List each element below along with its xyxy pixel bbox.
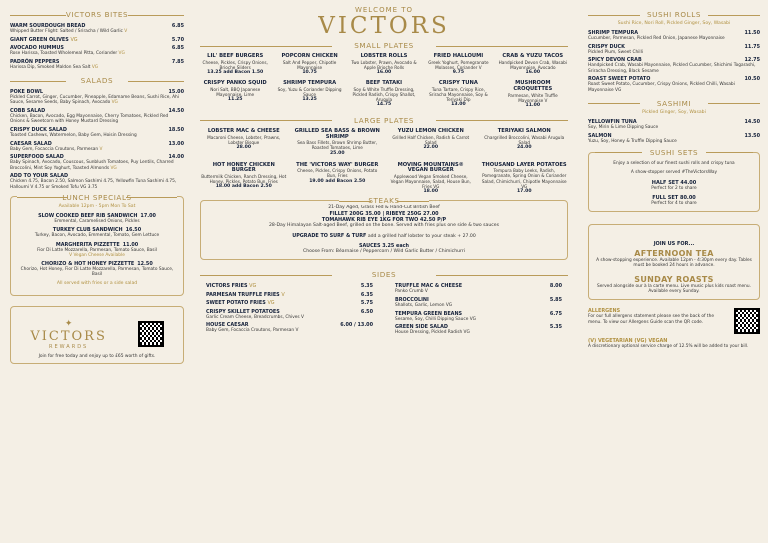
diet-tag: VG: [249, 283, 257, 290]
item-name-text: ROAST SWEET POTATO: [588, 76, 651, 83]
menu-item: [10, 127, 184, 138]
sunday-roasts-desc: Served alongside our à la carte menu. Live music plus kids roast menu. Available every Sunday.: [597, 283, 751, 295]
item-price: 6.00 / 13.00: [340, 322, 373, 329]
item-name-text: SPICY DEVON CRAB: [588, 57, 642, 64]
item-price: 11.75: [744, 43, 760, 50]
plate-name: THE 'VICTORS WAY' BURGER: [296, 161, 379, 168]
plate-name: THOUSAND LAYER POTATOES: [481, 161, 567, 168]
plate-card: [423, 81, 493, 108]
item-name-text: PARMESAN TRUFFLE FRIES: [206, 291, 280, 298]
item-price: 10.50: [744, 76, 760, 83]
menu-item: [588, 44, 760, 55]
item-desc-text: Turkey, Bacon, Avocado, Emmental, Tomato, Gem Lettuce: [34, 233, 160, 239]
menu-item: [17, 242, 177, 259]
plate-desc: Grilled Half Chicken, Radish & Carrot Salad: [392, 134, 470, 145]
steaks-sub: 21-Day Aged, Grass Fed & Hand-Cut British Beef: [328, 205, 440, 211]
plate-card: [349, 54, 419, 75]
plate-card: [498, 54, 568, 75]
item-name-text: TRUFFLE MAC & CHEESE: [395, 283, 463, 290]
plate-name: LOBSTER MAC & CHEESE: [207, 127, 280, 134]
plate-price: 18.00: [423, 189, 439, 195]
plate-desc: Chargrilled Broccolini, Wasabi Arugula Salad: [484, 134, 565, 145]
item-desc-text: Emmental, Caramelised Onions, Pickles: [54, 218, 140, 224]
item-price: 18.50: [168, 127, 184, 134]
item-name: [206, 292, 285, 298]
item-desc: [588, 125, 760, 130]
item-desc: [395, 317, 562, 322]
sushi-sets-box: [588, 147, 760, 212]
plate-desc: Macaroni Cheese, Lobster, Prawns, Lobster Bisque: [207, 134, 281, 145]
lunch-footer: All served with fries or a side salad: [56, 280, 138, 286]
item-price: 14.50: [744, 118, 760, 125]
item-desc-text: Yuzu, Soy, Honey & Truffle Dipping Sauce: [588, 138, 677, 144]
full-set: FULL SET 80.00: [652, 194, 696, 201]
item-price: 11.50: [744, 30, 760, 36]
salads-list: [10, 89, 184, 190]
item-desc-text: Cucumber, Parmesan, Pickled Red Onion, Japanese Mayonnaise: [588, 36, 725, 41]
large-plates-grid: [200, 129, 568, 195]
item-name-text: POKE BOWL: [10, 89, 43, 96]
item-desc-text: Toasted Cashews, Watermelon, Baby Gem, Hoisin Dressing: [10, 133, 137, 139]
item-price: 16.50: [125, 227, 142, 234]
plate-desc: Soy, Yuzu & Coriander Dipping Sauce: [277, 86, 342, 97]
afternoon-tea-desc: A show-stopping experience. Available 12pm - 4:30pm every day. Tables must be booked 24 hours in advance.: [596, 258, 752, 269]
item-desc: [17, 219, 177, 224]
item-desc: [10, 160, 184, 171]
menu-item: [10, 37, 184, 43]
steaks-tomahawk: TOMAHAWK RIB EYE 1KG FOR TWO 42.50 P/P: [321, 217, 447, 224]
menu-item: [206, 292, 373, 298]
item-name-text: SLOW COOKED BEEF RIB SANDWICH: [38, 212, 138, 219]
item-name: [206, 283, 256, 289]
plate-price: 24.00: [516, 144, 532, 150]
item-name: [206, 300, 275, 306]
plate-price: 19.00 add Bacon 2.50: [309, 178, 366, 184]
bites-list: [10, 23, 184, 70]
item-price: 11.00: [122, 241, 139, 248]
plate-price: 11.00: [525, 102, 541, 108]
item-desc-text: House Dressing, Pickled Radish VG: [395, 330, 470, 336]
sides-left: [206, 283, 373, 338]
sushi-sets-hashtag: A show-stopper served #TheVictorsWay: [630, 170, 718, 176]
allergens-heading: ALLERGENS: [588, 308, 621, 315]
plate-desc: Cheese, Pickles, Crispy Onions, Brioche Sliders: [202, 59, 268, 70]
item-row: [206, 300, 373, 306]
sushi-rolls-list: [588, 30, 760, 93]
half-set: HALF SET 44.00: [651, 179, 697, 186]
service-charge: A discretionary optional service charge of 12.5% will be added to your bill.: [588, 344, 749, 350]
item-desc: [395, 289, 562, 294]
plate-desc: Sea Bass Fillets, Brown Shrimp Butter, Roasted Tomatoes, Lime: [297, 140, 378, 151]
menu-item: [395, 324, 562, 335]
plate-desc: Tuna Tartare, Crispy Rice, Sriracha Mayonnaise, Soy & Teriyaki Dip: [429, 86, 488, 102]
item-row: [206, 292, 373, 298]
plate-desc: Soy & White Truffle Dressing, Pickled Radish, Crispy Shallot, Arugula: [352, 86, 416, 102]
rewards-word: REWARDS: [49, 343, 89, 350]
item-desc: [10, 65, 184, 70]
item-price: 5.35: [549, 324, 562, 331]
menu-item: [206, 283, 373, 289]
item-row: [10, 37, 184, 43]
item-desc: [17, 267, 177, 278]
item-desc-text: Panko Crumb V: [395, 289, 428, 295]
item-name-text: VICTORS FRIES: [206, 283, 248, 290]
item-name: [10, 37, 78, 43]
item-desc-text: Harissa Dip, Smoked Maldon Sea Salt: [10, 64, 91, 70]
item-name-text: COBB SALAD: [10, 108, 46, 115]
diet-tag: VG: [111, 100, 118, 106]
plate-card: [387, 129, 475, 156]
item-desc-text: Pickled Plum, Sweet Chilli: [588, 49, 643, 55]
plate-name: MUSHROOM CROQUETTES: [513, 79, 553, 92]
item-price: 8.00: [549, 283, 562, 290]
rewards-qr-icon[interactable]: [138, 321, 164, 347]
menu-item: [395, 311, 562, 322]
item-desc-text: Shallots, Garlic, Lemon VG: [395, 303, 453, 309]
item-name-text: SWEET POTATO FRIES: [206, 300, 266, 307]
item-desc-text: Baby Gem, Focaccia Croutons, Parmesan V: [206, 328, 299, 334]
right-column: [580, 0, 768, 543]
plate-desc: Tempura Baby Leeks, Radish, Pomegranate, Spring Onion & Coriander Salad, Chimichurri, Chipotle Mayonnaise VG: [481, 168, 567, 189]
lunch-list: [17, 213, 177, 278]
plate-name: CRISPY TUNA: [438, 79, 478, 86]
item-name-text: YELLOWFIN TUNA: [588, 118, 637, 125]
item-price: 5.70: [171, 36, 184, 43]
item-desc: [10, 147, 184, 152]
lunch-heading: LUNCH SPECIALS: [17, 193, 177, 202]
plate-name: LOBSTER ROLLS: [360, 53, 408, 59]
item-price: 14.00: [168, 154, 184, 161]
steaks-fillet: FILLET 200G 35.00 | RIBEYE 250G 27.00: [329, 211, 439, 218]
item-price: 12.50: [137, 261, 153, 268]
item-desc-text: Pickled Carrot, Ginger, Cucumber, Pineapple, Edamame Beans, Sushi Rice, Ahi Sauce, Sesame Seeds, Baby Spinach, Avocado: [10, 95, 179, 106]
steaks-tomahawk-desc: 28-Day Himalayan Salt-aged Beef, grilled on the bone. Served with fries plus one side & two sauces: [269, 223, 499, 229]
large-plates-heading: LARGE PLATES: [200, 116, 568, 125]
diet-tag: VG: [118, 51, 125, 57]
item-desc: [10, 114, 184, 125]
small-plates-heading: SMALL PLATES: [200, 41, 568, 50]
item-price: 15.00: [168, 89, 184, 96]
plate-price: 9.75: [452, 69, 465, 75]
item-desc: [206, 315, 373, 320]
item-desc: [10, 29, 184, 34]
item-desc-text: Fior Di Latte Mozzarella, Parmesan, Tomato Sauce, Basil: [37, 247, 157, 253]
plate-card: [423, 54, 493, 75]
menu-item: [588, 30, 760, 41]
item-row: [206, 283, 373, 289]
item-desc-text: Rose Harissa, Toasted Wholemeal Pitta, Coriander: [10, 51, 118, 57]
item-desc: [10, 179, 184, 190]
item-desc-text: Baby Gem, Focaccia Croutons, Parmesan: [10, 146, 99, 152]
plate-desc: Two Lobster, Prawn, Avocado & Apple Brioche Rolls: [351, 59, 417, 70]
plate-card: [200, 163, 288, 195]
plate-desc: Applewood Vegan Smoked Cheese, Vegan Mayonnaise, Salad, House Bun, Fries VG: [390, 174, 471, 190]
plate-card: [498, 81, 568, 108]
plate-card: [387, 163, 475, 195]
plate-price: 11.25: [227, 96, 243, 102]
afternoon-tea-title: AFTERNOON TEA: [634, 249, 714, 259]
plate-name: POPCORN CHICKEN: [281, 53, 338, 59]
steaks-upgrade: UPGRADE TO SURF & TURF: [292, 233, 367, 240]
diet-tag: V: [99, 146, 103, 152]
item-price: 13.00: [168, 140, 184, 147]
item-price: 12.75: [744, 57, 760, 64]
steaks-sauces-desc: Choose From: Béarnaise / Peppercorn / Wild Garlic Butter / Chimichurri: [303, 249, 465, 255]
plate-price: 14.75: [376, 102, 392, 108]
menu-item: [10, 89, 184, 106]
plate-price: 22.00: [423, 144, 439, 150]
plate-price: 16.00: [525, 69, 541, 75]
sashimi-heading: SASHIMI: [588, 99, 760, 108]
menu-item: [588, 76, 760, 93]
crest-icon: ✦: [64, 318, 73, 329]
item-desc: [395, 330, 562, 335]
item-name-text: CRISPY DUCK: [588, 43, 625, 50]
plate-name: CRAB & YUZU TACOS: [502, 53, 564, 59]
steaks-heading: STEAKS: [339, 196, 429, 205]
menu-item: [10, 59, 184, 70]
plate-name: FRIED HALLOUMI: [433, 53, 484, 59]
item-desc-text: Roast Sweet Potato, Cucumber, Crispy Onions, Pickled Chilli, Wasabi Mayonnaise VG: [588, 82, 735, 93]
item-name-text: TURKEY CLUB SANDWICH: [52, 227, 123, 234]
full-set-desc: Perfect for 4 to share: [651, 200, 697, 206]
item-price: 17.00: [140, 212, 156, 219]
item-price: 5.75: [360, 300, 373, 307]
menu-item: [10, 173, 184, 190]
item-price: 6.50: [360, 308, 373, 315]
item-desc: [588, 82, 760, 93]
menu-item: [10, 141, 184, 152]
item-desc: [10, 51, 184, 56]
vg-heading: (V) VEGETARIAN (VG) VEGAN: [588, 338, 668, 345]
item-name-text: CRISPY DUCK SALAD: [10, 127, 67, 134]
item-desc-text: Chicken 4.75, Bacon 2.50, Salmon Sashimi 4.75, Yellowfin Tuna Sashimi 4.75, Halloumi V 4.75 or Smoked Tofu VG 3.75: [10, 179, 177, 190]
lunch-sub: Available 12pm - 5pm Mon To Sat: [58, 203, 136, 209]
sides-grid: [200, 283, 568, 338]
welcome-text: WELCOME TO: [354, 6, 414, 14]
events-box: [588, 224, 760, 300]
menu-item: [395, 297, 562, 308]
item-desc: [206, 328, 373, 333]
plate-desc: Handpicked Devon Crab, Wasabi Mayonnaise, Avocado: [498, 59, 567, 70]
item-desc-text: Garlic Cream Cheese, Breadcrumbs, Chives V: [206, 314, 304, 320]
sushi-sets-heading: SUSHI SETS: [595, 148, 753, 157]
sushi-rolls-heading: SUSHI ROLLS: [588, 10, 760, 19]
plate-desc: Parmesan, White Truffle Mayonnaise V: [507, 92, 558, 103]
plate-desc: Buttermilk Chicken, Ranch Dressing, Hot Honey, Pickles, Potato Bun, Fries: [201, 174, 287, 185]
plate-name: SHRIMP TEMPURA: [283, 79, 337, 86]
item-price: 5.35: [360, 283, 373, 290]
item-price: 14.50: [168, 108, 184, 115]
half-set-desc: Perfect for 2 to share: [651, 185, 697, 191]
rewards-brand: VICTORS: [30, 328, 107, 344]
diet-tag: V: [281, 291, 285, 298]
menu-item: [17, 227, 177, 238]
plate-name: CRISPY PANKO SQUID: [203, 79, 267, 86]
menu-item: [206, 300, 373, 306]
item-desc-text: Baby Spinach, Avocado, Couscous, Sunblush Tomatoes, Puy Lentils, Charred Broccolini, Mint Soy Yoghurt, Toasted Almonds: [10, 160, 174, 171]
plate-card: [274, 54, 344, 75]
item-price: 6.35: [360, 291, 373, 298]
menu-item: [588, 119, 760, 130]
diet-tag: V: [124, 29, 128, 34]
item-desc: [588, 50, 760, 55]
sunday-roasts-title: SUNDAY ROASTS: [634, 274, 714, 284]
item-desc-text: Handpicked Crab, Wasabi Mayonnaise, Pickled Cucumber, Shichimi Togarashi, Sriracha Dressing, Black Sesame: [588, 63, 756, 74]
plate-card: [481, 163, 569, 195]
item-name-text: CRISPY SKILLET POTATOES: [206, 308, 280, 315]
sides-right: [395, 283, 562, 338]
diet-tag: VG: [267, 300, 275, 307]
plate-card: [200, 81, 270, 108]
menu-item: [10, 108, 184, 125]
rewards-box[interactable]: [10, 306, 184, 364]
item-name-text: SALMON: [588, 132, 612, 139]
plate-price: 25.00: [329, 150, 345, 156]
diet-tag: VG: [70, 36, 78, 43]
plate-price: 16.00: [376, 69, 392, 75]
item-price: 6.85: [171, 45, 184, 52]
menu-item: [588, 133, 760, 144]
plate-card: [294, 129, 382, 156]
plate-card: [200, 129, 288, 156]
item-desc: [10, 95, 184, 106]
item-desc: [17, 233, 177, 238]
item-price: 5.85: [549, 297, 562, 304]
left-column: [0, 0, 192, 543]
item-desc: [588, 139, 760, 144]
plate-price: 28.00: [236, 144, 252, 150]
sushi-rolls-sub: Sushi Rice, Nori Roll, Pickled Ginger, Soy, Wasabi: [617, 21, 731, 26]
lunch-specials-box: [10, 192, 184, 296]
menu-item: [206, 309, 373, 320]
plate-name: HOT HONEY CHICKEN BURGER: [212, 161, 275, 174]
item-name-text: ADD TO YOUR SALAD: [10, 173, 69, 180]
plate-desc: Greek Yoghurt, Pomegranate Molasses, Coriander V: [428, 59, 489, 70]
item-name-text: MARGHERITA PIZZETTE: [55, 241, 120, 248]
plate-card: [481, 129, 569, 156]
item-desc: [588, 63, 760, 74]
plate-name: YUZU LEMON CHICKEN: [397, 127, 464, 134]
item-extra: V Vegan Cheese Available: [69, 252, 125, 258]
sashimi-list: [588, 119, 760, 144]
diet-tag: VG: [91, 64, 99, 70]
plate-name: BEEF TATAKI: [365, 79, 403, 86]
plate-name: TERIYAKI SALMON: [497, 127, 551, 134]
allergens-qr-icon[interactable]: [734, 308, 760, 334]
item-name-text: SHRIMP TEMPURA: [588, 30, 639, 36]
item-name-text: AVOCADO HUMMUS: [10, 45, 64, 52]
plate-desc: Cheese, Pickles, Crispy Onions, Potato Bun, Fries: [297, 168, 378, 179]
item-price: 13.50: [744, 132, 760, 139]
item-name-text: CAESAR SALAD: [10, 140, 52, 147]
plate-price: 18.00 add Bacon 2.50: [215, 184, 272, 190]
menu-item: [395, 283, 562, 294]
join-us: JOIN US FOR...: [650, 241, 699, 247]
plate-price: 13.25: [302, 96, 317, 102]
menu-item: [10, 45, 184, 56]
item-name-text: WARM SOURDOUGH BREAD: [10, 23, 86, 29]
allergens-text: For our full allergens statement please see the back of the menu. To view our Allergens Guide scan the QR code.: [588, 314, 714, 325]
diet-tag: VG: [110, 165, 117, 171]
plate-price: 10.75: [302, 69, 317, 75]
brand-title: VICTORS: [318, 13, 450, 39]
menu-item: [206, 322, 373, 333]
plate-name: LIL' BEEF BURGERS: [207, 53, 264, 59]
bites-heading: VICTORS BITES: [10, 10, 184, 19]
menu-item: [10, 154, 184, 171]
plate-card: [294, 163, 382, 195]
item-desc-text: Whipped Butter Flight: Salted / Sriracha / Wild Garlic: [10, 29, 123, 34]
item-name-text: TEMPURA GREEN BEANS: [395, 310, 463, 317]
plate-card: [274, 81, 344, 108]
item-name-text: GREEN SIDE SALAD: [395, 324, 448, 331]
plate-name: GRILLED SEA BASS & BROWN SHRIMP: [294, 127, 380, 140]
plate-price: 17.00: [516, 188, 532, 194]
item-desc: [10, 133, 184, 138]
item-desc-text: Sesame, Soy, Chilli Dipping Sauce VG: [395, 316, 476, 322]
plate-desc: Nori Salt, BBQ Japanese Mayonnaise, Lime: [210, 86, 261, 97]
item-name-text: HOUSE CAESAR: [206, 322, 249, 329]
item-name-text: GIANT GREEN OLIVES: [10, 36, 69, 43]
allergens-section: [588, 308, 760, 334]
menu-item: [588, 57, 760, 74]
steaks-upgrade-desc: add a grilled half lobster to your steak + 27.00: [367, 234, 476, 240]
menu-item: [17, 213, 177, 224]
item-desc-text: Chorizo, Hot Honey, Fior Di Latte Mozzarella, Parmesan, Tomato Sauce, Basil: [20, 267, 174, 278]
menu-item: [10, 23, 184, 34]
plate-price: 13.00: [451, 102, 466, 108]
rewards-text: Join for free today and enjoy up to £65 worth of gifts.: [38, 353, 156, 359]
steaks-sauces: SAUCES 3.25 each: [358, 243, 410, 250]
item-price: 6.75: [549, 310, 562, 317]
item-name-text: SUPERFOOD SALAD: [10, 154, 64, 161]
steaks-box: [200, 196, 568, 260]
item-price: 7.85: [171, 58, 184, 65]
plate-price: 13.25 add Bacon 1.50: [207, 69, 264, 75]
item-price: 6.85: [171, 23, 184, 29]
item-desc-text: Chicken, Bacon, Avocado, Egg Mayonnaise, Cherry Tomatoes, Pickled Red Onions & Sweetcorn with Honey Mustard Dressing: [10, 114, 169, 125]
middle-column: [196, 0, 572, 543]
item-desc-text: Soy, Mirin & Lime Dipping Sauce: [588, 124, 659, 130]
item-name-text: PADRÓN PEPPERS: [10, 58, 60, 65]
plate-card: [200, 54, 270, 75]
plate-desc: Salt And Pepper, Chipotle Mayonnaise: [282, 59, 337, 70]
item-desc: [395, 303, 562, 308]
plate-card: [349, 81, 419, 108]
sushi-sets-intro: Enjoy a selection of our finest sushi rolls and crispy tuna: [613, 160, 735, 166]
sashimi-sub: Pickled Ginger, Soy, Wasabi: [642, 109, 706, 115]
salads-heading: SALADS: [10, 76, 184, 85]
menu-item: [17, 261, 177, 278]
item-name-text: BROCCOLINI: [395, 297, 429, 304]
small-plates-grid: [200, 54, 568, 108]
page-title: [200, 6, 568, 39]
item-desc: [588, 36, 760, 41]
item-name-text: CHORIZO & HOT HONEY PIZZETTE: [41, 261, 135, 268]
plate-name: MOVING MOUNTAINS® VEGAN BURGER: [397, 161, 464, 174]
sides-heading: SIDES: [200, 270, 568, 279]
